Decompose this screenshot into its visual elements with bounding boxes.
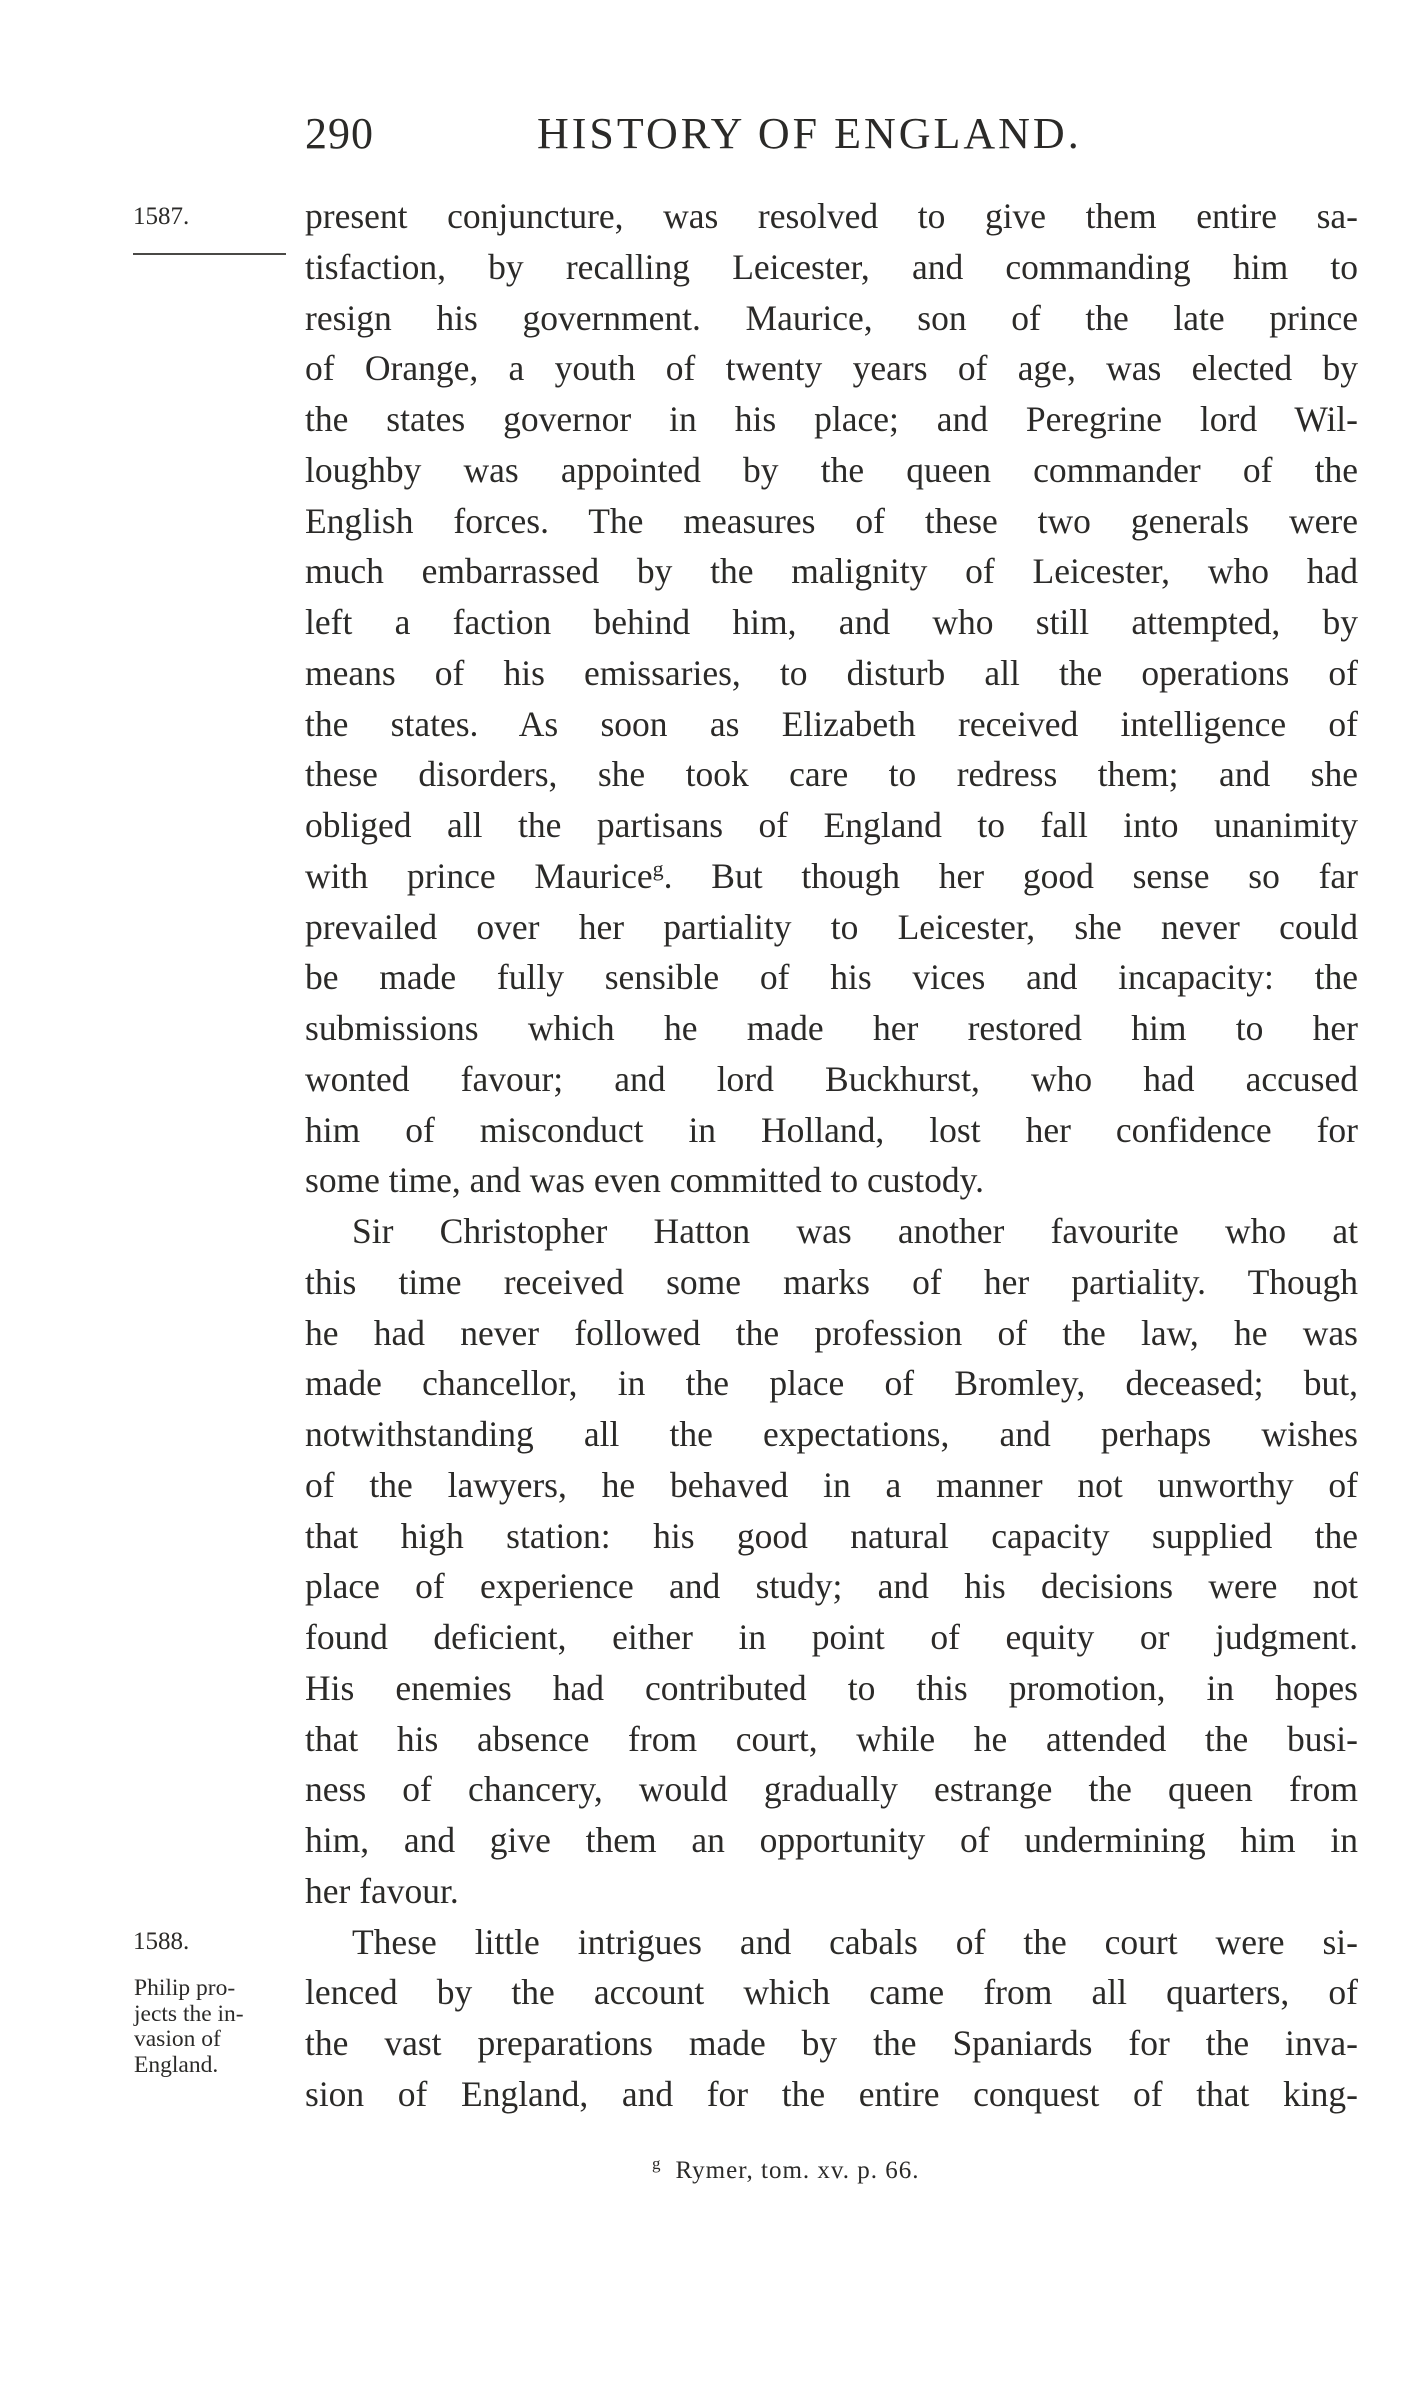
sidenote-line: Philip pro- (134, 1975, 236, 2001)
margin-year-1587: 1587. (133, 203, 190, 230)
text-line: notwithstanding all the expectations, and perhaps wishes (305, 1414, 1358, 1454)
text-line: of the lawyers, he behaved in a manner not unworthy of (305, 1464, 1358, 1505)
text-line: the states. As soon as Elizabeth received intelligence of (305, 703, 1358, 744)
text-line: found deficient, either in point of equity or judgment. (305, 1617, 1358, 1657)
text-line: him of misconduct in Holland, lost her confidence for (305, 1109, 1358, 1150)
text-line: loughby was appointed by the queen commander of the (305, 449, 1358, 490)
text-line: the vast preparations made by the Spaniards for the inva- (305, 2023, 1358, 2063)
body-text (305, 191, 1358, 2120)
text-line: English forces. The measures of these two generals were (305, 500, 1358, 541)
footnote-marker: g (652, 2154, 662, 2173)
text-line: sion of England, and for the entire conquest of that king- (305, 2073, 1358, 2114)
text-line: her favour. (305, 1870, 459, 1911)
running-head: HISTORY OF ENGLAND. (537, 109, 1082, 158)
text-line: he had never followed the profession of the law, he was (305, 1312, 1358, 1353)
text-line: left a faction behind him, and who still attempted, by (305, 602, 1358, 642)
text-line: place of experience and study; and his decisions were not (305, 1566, 1358, 1607)
margin-rule (133, 253, 286, 255)
sidenote-line: England. (134, 2051, 219, 2078)
page-number: 290 (305, 109, 374, 158)
text-line: present conjuncture, was resolved to give them entire sa- (305, 196, 1358, 236)
text-line: His enemies had contributed to this promotion, in hopes (305, 1667, 1358, 1708)
text-line: resign his government. Maurice, son of the late prince (305, 297, 1358, 338)
text-line: be made fully sensible of his vices and incapacity: the (305, 957, 1358, 998)
sidenote (134, 1976, 294, 2078)
text-line: that his absence from court, while he attended the busi- (305, 1718, 1358, 1759)
text-line: these disorders, she took care to redress them; and she (305, 754, 1358, 795)
text-line: much embarrassed by the malignity of Leicester, who had (305, 551, 1358, 592)
text-line: him, and give them an opportunity of undermining him in (305, 1820, 1358, 1860)
text-line: wonted favour; and lord Buckhurst, who had accused (305, 1058, 1358, 1099)
text-line: lenced by the account which came from all quarters, of (305, 1972, 1358, 2013)
text-line: that high station: his good natural capacity supplied the (305, 1515, 1358, 1556)
text-line: of Orange, a youth of twenty years of age, was elected by (305, 348, 1358, 389)
text-line: Sir Christopher Hatton was another favourite who at (352, 1211, 1358, 1251)
text-line: obliged all the partisans of England to fall into unanimity (305, 805, 1358, 845)
text-fragment: with prince Maurice (305, 855, 653, 896)
sidenote-line: vasion of (134, 2026, 221, 2052)
footnote-text: Rymer, tom. xv. p. 66. (675, 2157, 920, 2184)
text-line: means of his emissaries, to disturb all the operations of (305, 652, 1358, 693)
text-line: prevailed over her partiality to Leicester, she never could (305, 906, 1358, 947)
footnote (652, 2154, 920, 2185)
text-line: this time received some marks of her partiality. Though (305, 1261, 1358, 1302)
text-fragment: . But though her good sense so far (663, 855, 1358, 896)
sidenote-line: jects the in- (134, 2000, 244, 2027)
text-line: tisfaction, by recalling Leicester, and commanding him to (305, 246, 1358, 287)
text-line: made chancellor, in the place of Bromley, deceased; but, (305, 1363, 1358, 1404)
footnote-ref: g (652, 855, 664, 881)
text-line-with-footnote-ref (305, 851, 1358, 902)
text-line: submissions which he made her restored him to her (305, 1008, 1358, 1048)
margin-year-1588: 1588. (133, 1928, 190, 1955)
text-line: the states governor in his place; and Peregrine lord Wil- (305, 399, 1358, 439)
page-header (305, 108, 1315, 168)
text-line: some time, and was even committed to custody. (305, 1160, 984, 1201)
text-line: These little intrigues and cabals of the court were si- (352, 1921, 1358, 1962)
text-line: ness of chancery, would gradually estrange the queen from (305, 1769, 1358, 1810)
